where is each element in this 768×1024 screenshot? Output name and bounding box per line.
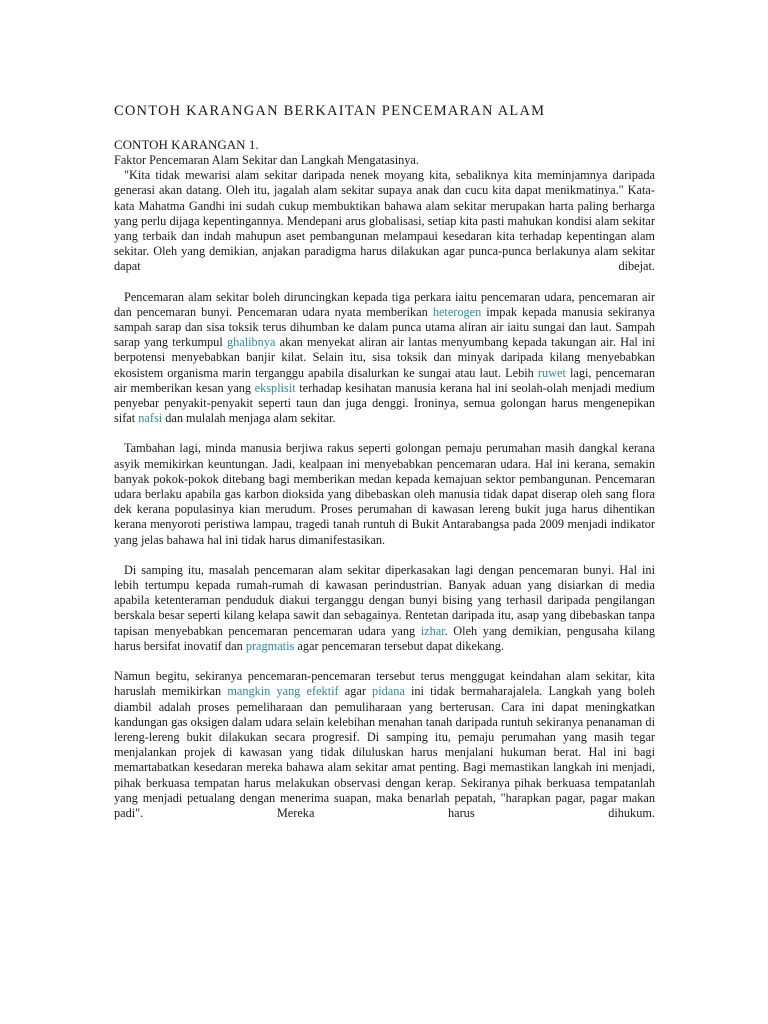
text-run: akan menyekat aliran air lantas menyumbang kepada takungan air. Hal ini berpotensi menyebabkan banjir kilat. Selain itu, sisa toksik dan minyak daripada kilang menyebabkan ekosistem organisma marin terganggu apabila disalurkan ke sungai atau laut. Lebih — [114, 335, 655, 380]
text-run: impak kepada manusia sekiranya sampah sarap dan sisa toksik terus dihumban ke dalam punca utama aliran air iaitu sungai dan laut. Sampah sarap yang terkumpul — [114, 304, 655, 350]
text-run: agar pencemaran tersebut dapat dikekang. — [294, 638, 504, 653]
text-run: Namun begitu, sekiranya pencemaran-pencemaran tersebut terus menggugat keindahan alam sekitar, kita haruslah memikirkan — [114, 669, 655, 699]
paragraph-4 — [114, 563, 655, 654]
paragraph-3: Tambahan lagi, minda manusia berjiwa rakus seperti golongan pemaju perumahan masih dangkal kerana asyik memikirkan keuntungan. Jadi, kealpaan ini menyebabkan pencemaran udara. Hal ini kerana, semakin banyak pokok-pokok ditebang bagi memberikan medan kepada kemajuan sektor pembangunan. Pencemaran udara berlaku apabila gas karbon dioksida yang dibebaskan oleh manusia tidak dapat diserap oleh sang flora dek kerana populasinya kian merudum. Proses perumahan di kawasan lereng bukit juga harus dihentikan kerana menyoroti peristiwa lampau, tragedi tanah runtuh di Bukit Antarabangsa pada 2009 menjadi indikator yang jelas bahawa hal ini tidak harus dimanifestasikan. — [114, 441, 655, 547]
keyword-link[interactable]: eksplisit — [254, 380, 296, 395]
paragraph-5 — [114, 669, 655, 821]
paragraph-2 — [114, 290, 655, 427]
keyword-link[interactable]: izhar — [420, 623, 445, 638]
keyword-link[interactable]: ghalibnya — [226, 335, 276, 350]
keyword-link[interactable]: pidana — [372, 684, 405, 699]
keyword-link[interactable]: mangkin yang efektif — [227, 684, 339, 699]
text-run: Di samping itu, masalah pencemaran alam sekitar diperkasakan lagi dengan pencemaran bunyi. Hal ini lebih tertumpu kepada rumah-rumah di kawasan perindustrian. Banyak aduan yang disiarkan di media apabila ketenteraman penduduk diakui terganggu dengan bunyi bising yang terhasil daripada pengilangan berskala besar seperti kilang kelapa sawit dan sebagainya. Rentetan daripada itu, asap yang dibebaskan tanpa tapisan menyebabkan pencemaran pencemaran udara yang — [114, 562, 655, 638]
document-body — [114, 137, 655, 821]
keyword-link[interactable]: pragmatis — [245, 638, 295, 653]
text-run: Pencemaran alam sekitar boleh diruncingkan kepada tiga perkara iaitu pencemaran udara, pencemaran air dan pencemaran bunyi. Pencemaran udara nyata memberikan — [114, 289, 655, 319]
document-title: CONTOH KARANGAN BERKAITAN PENCEMARAN ALAM — [114, 103, 546, 119]
subheading: CONTOH KARANGAN 1. — [114, 137, 259, 152]
text-run: lagi, pencemaran air memberikan kesan yang — [114, 365, 655, 395]
keyword-link[interactable]: heterogen — [432, 304, 482, 319]
essay-title: Faktor Pencemaran Alam Sekitar dan Langkah Mengatasinya. — [114, 153, 419, 167]
keyword-link[interactable]: nafsi — [138, 411, 163, 426]
keyword-link[interactable]: ruwet — [537, 365, 566, 380]
text-run: terhadap kesihatan manusia kerana hal ini seolah-olah menjadi medium penyebar penyakit-penyakit seperti taun dan juga denggi. Ironinya, semua golongan harus mengenepikan sifat — [114, 380, 655, 426]
text-run: dan mulalah menjaga alam sekitar. — [162, 411, 336, 426]
text-run: . Oleh yang demikian, pengusaha kilang harus bersifat inovatif dan — [114, 623, 655, 653]
text-run: ini tidak bermaharajalela. Langkah yang boleh diambil adalah proses pemeliharaan dan pemuliharaan yang berterusan. Cara ini dapat meningkatkan kandungan gas oksigen dalam udara selain kelebihan menahan tanah daripada runtuh sekiranya penanaman di lereng-lereng bukit dilakukan secara progresif. Di samping itu, pemaju perumahan yang masih tegar menjalankan projek di kawasan yang tidak diluluskan harus menjalani hukuman berat. Hal ini bagi memartabatkan kesedaran mereka bahawa alam sekitar amat penting. Bagi memastikan langkah ini menjadi, pihak berkuasa tempatan harus melakukan observasi dengan kerap. Sekiranya pihak berkuasa tempatanlah yang menjadi petualang dengan menerima suapan, maka benarlah pepatah, "harapkan pagar, pagar makan padi". Mereka harus dihukum. — [114, 684, 655, 820]
paragraph-1: "Kita tidak mewarisi alam sekitar daripada nenek moyang kita, sebaliknya kita meminjamnya daripada generasi akan datang. Oleh itu, jagalah alam sekitar supaya anak dan cucu kita dapat menikmatinya." Kata-kata Mahatma Gandhi ini sudah cukup membuktikan bahawa alam sekitar merupakan harta paling berharga yang perlu dijaga kepentingannya. Mendepani arus globalisasi, setiap kita pasti mahukan kondisi alam sekitar yang terbaik dan indah mahupun aset pembangunan melampaui kesedaran kita terhadap kepentingan alam sekitar. Oleh yang demikian, anjakan paradigma harus dilakukan agar punca-punca berlakunya alam sekitar dapat dibejat. — [114, 168, 655, 274]
text-run: agar — [338, 684, 373, 699]
